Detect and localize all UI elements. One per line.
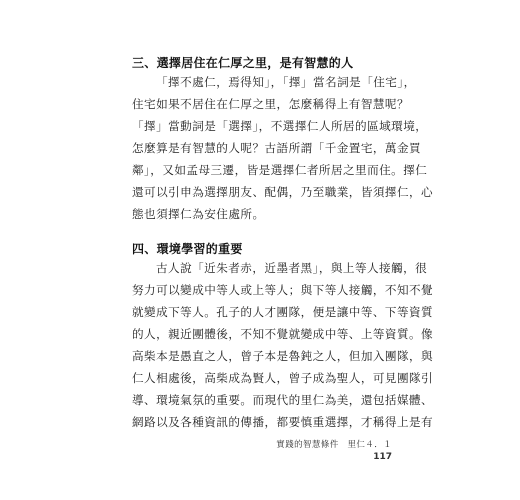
paragraph-line: 就變成下等人。孔子的人才團隊，便是讓中等、下等資質 <box>132 305 434 319</box>
page-footer <box>276 438 392 462</box>
running-title: 實踐的智慧條件 里仁４．１ <box>276 440 392 450</box>
paragraph-line: 「擇」當動詞是「選擇」，不選擇仁人所居的區域環境， <box>132 119 428 133</box>
paragraph-line: 高柴本是愚直之人，曾子本是魯鈍之人，但加入團隊，與 <box>132 349 434 363</box>
paragraph-line: 努力可以變成中等人或上等人；與下等人接觸，不知不覺 <box>132 283 434 297</box>
paragraph-line: 導、環境氣氛的重要。而現代的里仁為美，還包括媒體、 <box>132 393 434 407</box>
paragraph-line: 的人，親近團體後，不知不覺就變成中等、上等資質。像 <box>132 327 434 341</box>
paragraph-line: 還可以引申為選擇朋友、配偶，乃至職業，皆須擇仁，心 <box>132 185 434 199</box>
section-4-heading: 四、環境學習的重要 <box>132 242 243 256</box>
paragraph-line: 「擇不處仁，焉得知」，「擇」當名詞是「住宅」， <box>156 75 416 89</box>
page-number: 117 <box>373 452 392 462</box>
section-3-paragraph <box>132 71 434 225</box>
paragraph-line: 古人說「近朱者赤，近墨者黑」，與上等人接觸，很 <box>156 261 428 275</box>
paragraph-line: 怎麼算是有智慧的人呢？古語所謂「千金置宅，萬金買 <box>132 141 422 155</box>
section-4-paragraph <box>132 257 434 433</box>
section-3-heading: 三、選擇居住在仁厚之里，是有智慧的人 <box>132 56 354 70</box>
paragraph-line: 仁人相處後，高柴成為賢人，曾子成為聖人，可見團隊引 <box>132 371 434 385</box>
paragraph-line: 鄰」，又如孟母三遷，皆是選擇仁者所居之里而住。擇仁 <box>132 163 428 177</box>
paragraph-line: 網路以及各種資訊的傳播，都要慎重選擇，才稱得上是有 <box>132 415 434 429</box>
paragraph-line: 住宅如果不居住在仁厚之里，怎麼稱得上有智慧呢？ <box>132 97 410 111</box>
paragraph-line: 態也須擇仁為安住處所。 <box>132 207 265 221</box>
